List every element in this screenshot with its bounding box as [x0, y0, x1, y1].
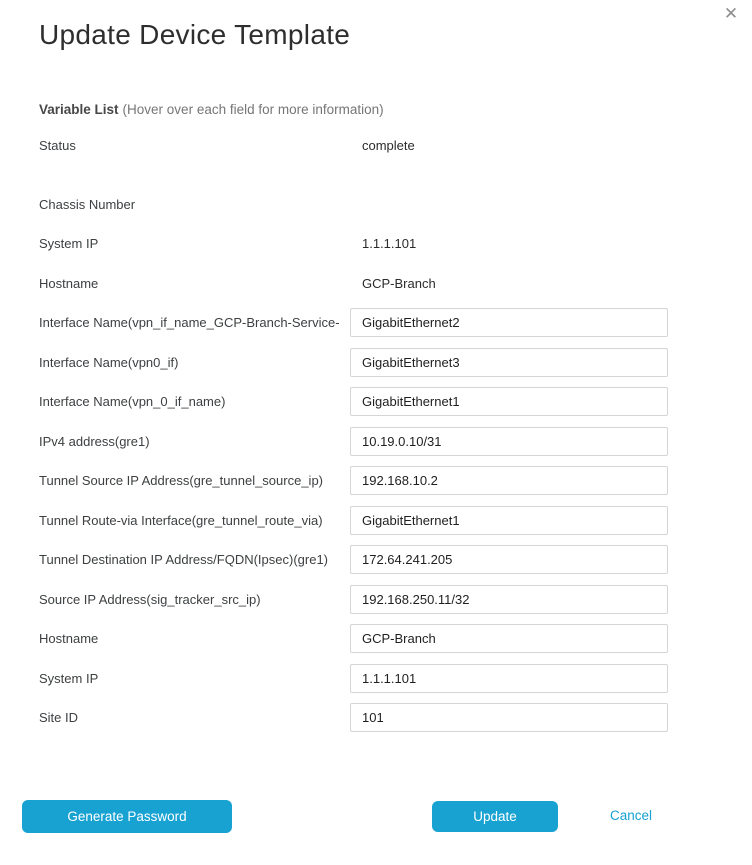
field-label: Site ID	[39, 710, 79, 726]
field-input[interactable]	[350, 506, 668, 535]
input-field-row	[39, 619, 713, 659]
field-label: Tunnel Destination IP Address/FQDN(Ipsec)(gre1)	[39, 552, 329, 568]
field-label: Chassis Number	[39, 196, 136, 212]
input-field-row	[39, 659, 713, 699]
static-field-row	[39, 264, 713, 304]
field-label: Hostname	[39, 631, 99, 647]
input-field-row	[39, 303, 713, 343]
dialog-footer	[0, 800, 752, 840]
field-label: Interface Name(vpn_if_name_GCP-Branch-Service-	[39, 315, 340, 331]
input-rows	[39, 303, 713, 738]
field-input[interactable]	[350, 664, 668, 693]
field-input[interactable]	[350, 585, 668, 614]
field-label: System IP	[39, 236, 99, 252]
input-field-row	[39, 422, 713, 462]
field-rows	[39, 126, 713, 738]
input-field-row	[39, 501, 713, 541]
field-value: GCP-Branch	[362, 275, 436, 291]
input-field-row	[39, 540, 713, 580]
input-field-row	[39, 461, 713, 501]
field-label: Interface Name(vpn_0_if_name)	[39, 394, 226, 410]
input-field-row	[39, 343, 713, 383]
field-label: Tunnel Source IP Address(gre_tunnel_source_ip)	[39, 473, 324, 489]
field-input[interactable]	[350, 308, 668, 337]
input-field-row	[39, 698, 713, 738]
field-value: complete	[362, 138, 415, 154]
field-input[interactable]	[350, 466, 668, 495]
input-field-row	[39, 580, 713, 620]
static-field-row	[39, 126, 713, 166]
cancel-link[interactable]: Cancel	[610, 808, 653, 823]
field-label: Tunnel Route-via Interface(gre_tunnel_route_via)	[39, 512, 323, 528]
field-label: Interface Name(vpn0_if)	[39, 354, 179, 370]
field-label: IPv4 address(gre1)	[39, 433, 150, 449]
generate-password-button[interactable]: Generate Password	[22, 800, 232, 833]
field-input[interactable]	[350, 348, 668, 377]
field-input[interactable]	[350, 703, 668, 732]
static-field-row	[39, 185, 713, 225]
field-label: System IP	[39, 670, 99, 686]
field-input[interactable]	[350, 545, 668, 574]
field-label: Source IP Address(sig_tracker_src_ip)	[39, 591, 261, 607]
dialog-title: Update Device Template	[39, 19, 351, 50]
field-input[interactable]	[350, 624, 668, 653]
field-label: Hostname	[39, 275, 99, 291]
section-heading: Variable List	[39, 102, 119, 117]
static-field-row	[39, 224, 713, 264]
field-value: 1.1.1.101	[362, 236, 417, 252]
field-input[interactable]	[350, 427, 668, 456]
section-hint: (Hover over each field for more information)	[122, 102, 384, 117]
input-field-row	[39, 382, 713, 422]
static-rows	[39, 126, 713, 303]
field-label: Status	[39, 138, 76, 154]
update-button[interactable]: Update	[432, 801, 558, 832]
field-input[interactable]	[350, 387, 668, 416]
close-icon[interactable]: ✕	[723, 4, 739, 23]
variable-list-header	[39, 102, 384, 117]
